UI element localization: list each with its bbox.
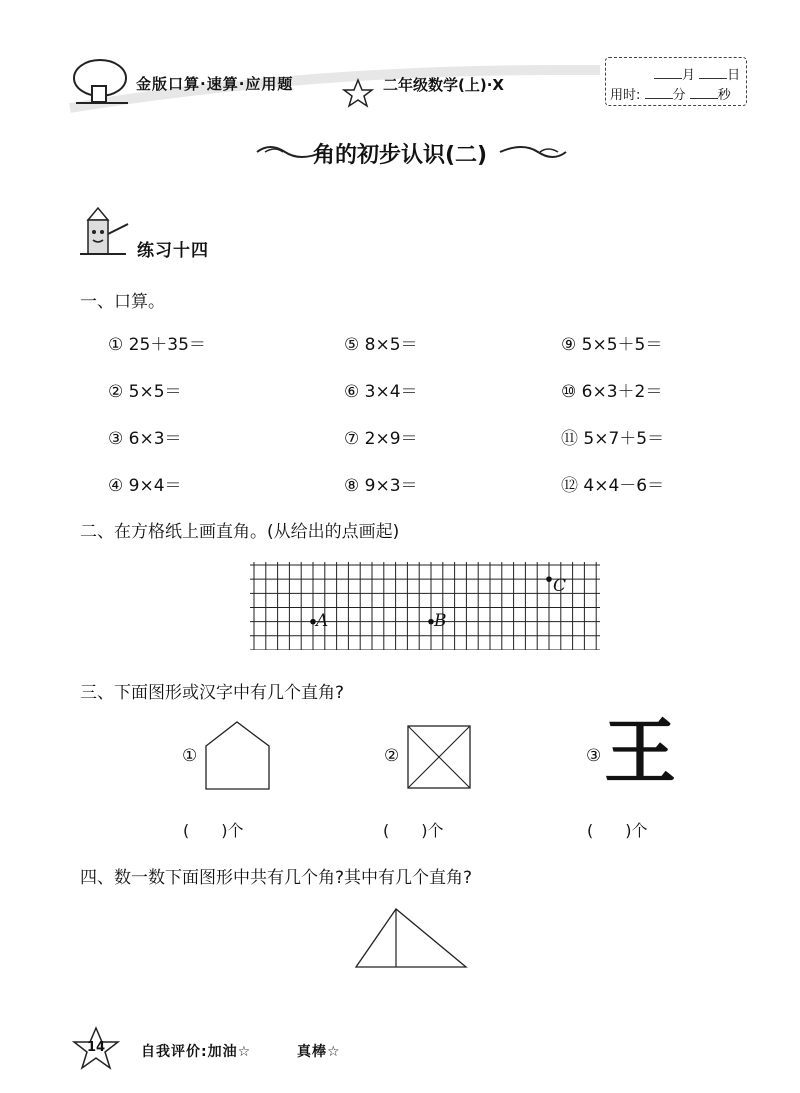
mental-math-item: ⑧ 9×3＝ (344, 476, 418, 496)
mental-math-item: ⑩ 6×3＋2＝ (561, 382, 663, 402)
point-b (428, 619, 434, 625)
minute-label: 分 (672, 88, 686, 103)
exercise-title: 练习十四 (137, 241, 209, 261)
mental-math-item: ⑥ 3×4＝ (344, 382, 418, 402)
section4-heading: 四、数一数下面图形中共有几个角?其中有几个直角? (80, 868, 473, 888)
mental-math-item: ③ 6×3＝ (108, 429, 182, 449)
month-label: 月 (682, 68, 696, 83)
point-label-a: A (316, 611, 329, 631)
mental-math-item: ⑨ 5×5＋5＝ (561, 335, 663, 355)
grade-label: 二年级数学(上)·X (383, 76, 504, 94)
self-evaluation-label: 自我评价:加油☆ (141, 1044, 252, 1060)
second-label: 秒 (717, 88, 731, 103)
mental-math-item: ① 25＋35＝ (108, 335, 206, 355)
brand-title: 金版口算·速算·应用题 (136, 75, 294, 93)
mental-math-item: ⑫ 4×4－6＝ (561, 476, 665, 496)
square-with-diagonals-figure (406, 724, 472, 790)
mental-math-item: ⑤ 8×5＝ (344, 335, 418, 355)
section2-heading: 二、在方格纸上画直角。(从给出的点画起) (80, 522, 400, 542)
mental-math-item: ⑪ 5×7＋5＝ (561, 429, 665, 449)
figure-label-1: ① (182, 746, 198, 766)
figure-label-2: ② (384, 746, 400, 766)
answer-blank-1[interactable]: ( )个 (183, 821, 244, 840)
time-label: 用时: (610, 88, 641, 103)
pentagon-house-figure (203, 720, 273, 792)
triangle-with-altitude-figure (352, 906, 470, 970)
point-label-c: C (553, 576, 567, 596)
date-time-box (605, 57, 747, 106)
day-label: 日 (727, 68, 741, 83)
square-grid-paper[interactable] (250, 562, 600, 650)
page-number: 14 (87, 1040, 106, 1055)
answer-blank-3[interactable]: ( )个 (587, 821, 648, 840)
mental-math-item: ④ 9×4＝ (108, 476, 182, 496)
great-rating-label: 真棒☆ (297, 1044, 341, 1060)
mental-math-item: ⑦ 2×9＝ (344, 429, 418, 449)
title-flourish-right (498, 140, 568, 164)
point-a (310, 619, 316, 625)
point-label-b: B (434, 611, 447, 631)
mental-math-item: ② 5×5＝ (108, 382, 182, 402)
section1-heading: 一、口算。 (80, 292, 165, 312)
pencil-mascot-icon (78, 206, 136, 258)
chinese-character-wang: 王 (604, 710, 677, 794)
answer-blank-2[interactable]: ( )个 (383, 821, 444, 840)
lesson-title: 角的初步认识(二) (312, 143, 488, 168)
section3-heading: 三、下面图形或汉字中有几个直角? (80, 683, 345, 703)
figure-label-3: ③ (586, 746, 602, 766)
point-c (546, 576, 552, 582)
